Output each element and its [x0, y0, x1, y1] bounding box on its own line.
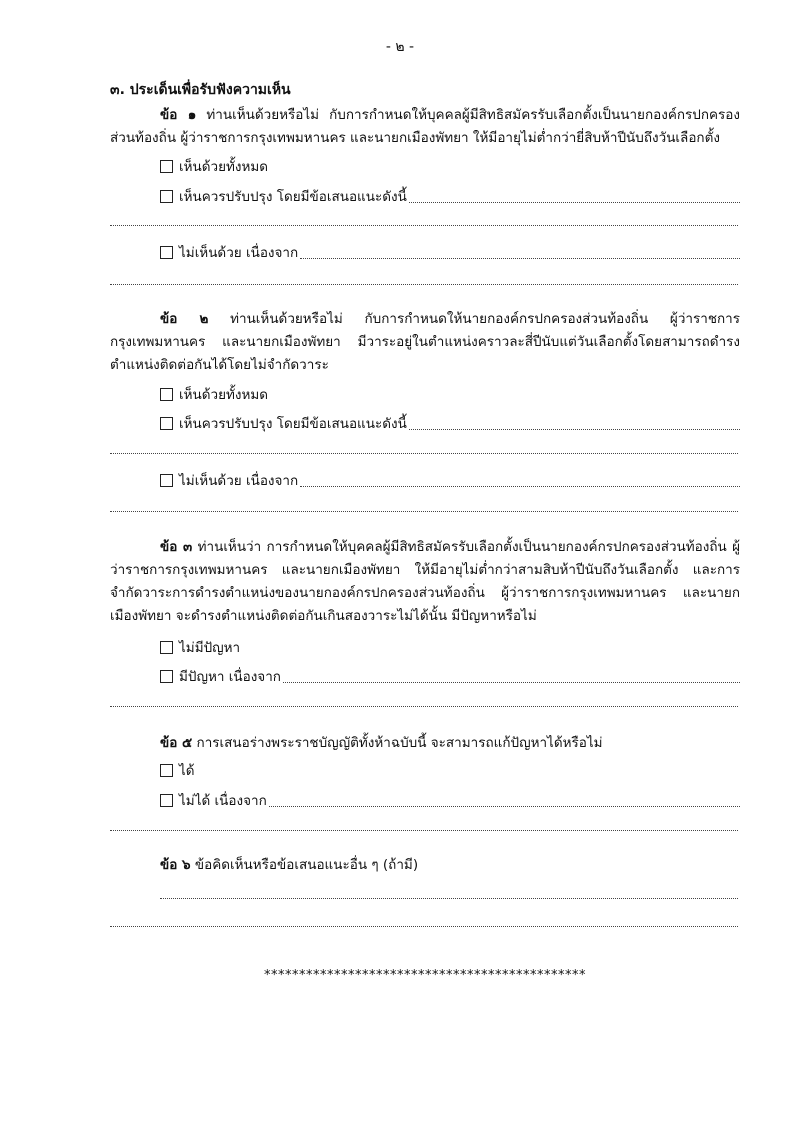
question-1-label: ข้อ ๑	[160, 107, 197, 123]
answer-line[interactable]	[283, 670, 740, 683]
option-label: ไม่เห็นด้วย เนื่องจาก	[179, 245, 299, 261]
checkbox[interactable]	[160, 764, 173, 777]
option-label: ไม่เห็นด้วย เนื่องจาก	[179, 473, 299, 489]
q3-option-problem[interactable]	[160, 666, 740, 686]
question-5-text: การเสนอร่างพระราชบัญญัติทั้งห้าฉบับนี้ จะสามารถแก้ปัญหาได้หรือไม่	[192, 735, 603, 751]
answer-line[interactable]	[110, 829, 738, 831]
q2-option-agree[interactable]	[160, 384, 268, 404]
answer-line[interactable]	[300, 474, 740, 487]
question-2	[110, 308, 740, 377]
option-label: เห็นด้วยทั้งหมด	[179, 387, 269, 403]
option-label: ได้	[179, 763, 195, 779]
footer-stars: **********************************************	[264, 968, 586, 983]
answer-line[interactable]	[300, 246, 740, 259]
q5-option-yes[interactable]	[160, 760, 195, 780]
answer-line[interactable]	[409, 417, 740, 430]
checkbox[interactable]	[160, 474, 173, 487]
section-title: ๓. ประเด็นเพื่อรับฟังความเห็น	[110, 82, 291, 98]
q2-option-disagree[interactable]	[160, 470, 740, 490]
question-1	[110, 104, 740, 150]
q5-option-no[interactable]	[160, 790, 740, 810]
q1-option-improve[interactable]	[160, 186, 740, 206]
question-6	[110, 854, 740, 877]
question-5-label: ข้อ ๕	[160, 735, 193, 751]
checkbox[interactable]	[160, 246, 173, 259]
option-label: เห็นควรปรับปรุง โดยมีข้อเสนอแนะดังนี้	[179, 416, 407, 432]
question-2-label: ข้อ ๒	[160, 311, 209, 327]
question-2-text: ท่านเห็นด้วยหรือไม่ กับการกำหนดให้นายกองค์กรปกครองส่วนท้องถิ่น ผู้ว่าราชการกรุงเทพมหานคร และนายกเมืองพัทยา มีวาระอยู่ในตำแหน่งคราวละสี่ปีนับแต่วันเลือกตั้งโดยสามารถดำรงตำแหน่งติดต่อกันได้โดยไม่จำกัดวาระ	[110, 311, 740, 373]
answer-line[interactable]	[110, 925, 738, 927]
checkbox[interactable]	[160, 388, 173, 401]
checkbox[interactable]	[160, 794, 173, 807]
option-label: เห็นด้วยทั้งหมด	[179, 159, 269, 175]
question-1-text: ท่านเห็นด้วยหรือไม่ กับการกำหนดให้บุคคลผู้มีสิทธิสมัครรับเลือกตั้งเป็นนายกองค์กรปกครองส่วนท้องถิ่น ผู้ว่าราชการกรุงเทพมหานคร และนายกเมืองพัทยา ให้มีอายุไม่ต่ำกว่ายี่สิบห้าปีนับถึงวันเลือกตั้ง	[110, 107, 741, 146]
answer-line[interactable]	[269, 794, 740, 807]
answer-line[interactable]	[110, 283, 738, 285]
answer-line[interactable]	[110, 224, 738, 226]
question-3	[110, 536, 740, 628]
option-label: เห็นควรปรับปรุง โดยมีข้อเสนอแนะดังนี้	[179, 189, 407, 205]
answer-line[interactable]	[110, 452, 738, 454]
answer-line[interactable]	[160, 897, 738, 899]
page-number: - ๒ -	[385, 39, 415, 55]
option-label: ไม่มีปัญหา	[179, 640, 241, 656]
checkbox[interactable]	[160, 160, 173, 173]
q1-option-disagree[interactable]	[160, 242, 740, 262]
question-3-label: ข้อ ๓	[160, 539, 193, 555]
answer-line[interactable]	[110, 705, 738, 707]
option-label: มีปัญหา เนื่องจาก	[179, 669, 281, 685]
checkbox[interactable]	[160, 670, 173, 683]
question-6-text: ข้อคิดเห็นหรือข้อเสนอแนะอื่น ๆ (ถ้ามี)	[190, 857, 419, 873]
question-6-label: ข้อ ๖	[160, 857, 191, 873]
checkbox[interactable]	[160, 641, 173, 654]
answer-line[interactable]	[409, 190, 740, 203]
option-label: ไม่ได้ เนื่องจาก	[179, 793, 267, 809]
answer-line[interactable]	[110, 510, 738, 512]
question-3-text: ท่านเห็นว่า การกำหนดให้บุคคลผู้มีสิทธิสมัครรับเลือกตั้งเป็นนายกองค์กรปกครองส่วนท้องถิ่น ผู้ว่าราชการกรุงเทพมหานคร และนายกเมืองพัทยา ให้มีอายุไม่ต่ำกว่าสามสิบห้าปีนับถึงวันเลือกตั้ง และการจำกัดวาระการดำรงตำแหน่งของนายกองค์กรปกครองส่วนท้องถิ่น ผู้ว่าราชการกรุงเทพมหานคร และนายกเมืองพัทยา จะดำรงตำแหน่งติดต่อกันเกินสองวาระไม่ได้นั้น มีปัญหาหรือไม่	[110, 539, 741, 624]
checkbox[interactable]	[160, 417, 173, 430]
q2-option-improve[interactable]	[160, 413, 740, 433]
q1-option-agree[interactable]	[160, 156, 268, 176]
question-5	[110, 732, 740, 755]
checkbox[interactable]	[160, 190, 173, 203]
q3-option-no-problem[interactable]	[160, 637, 240, 657]
